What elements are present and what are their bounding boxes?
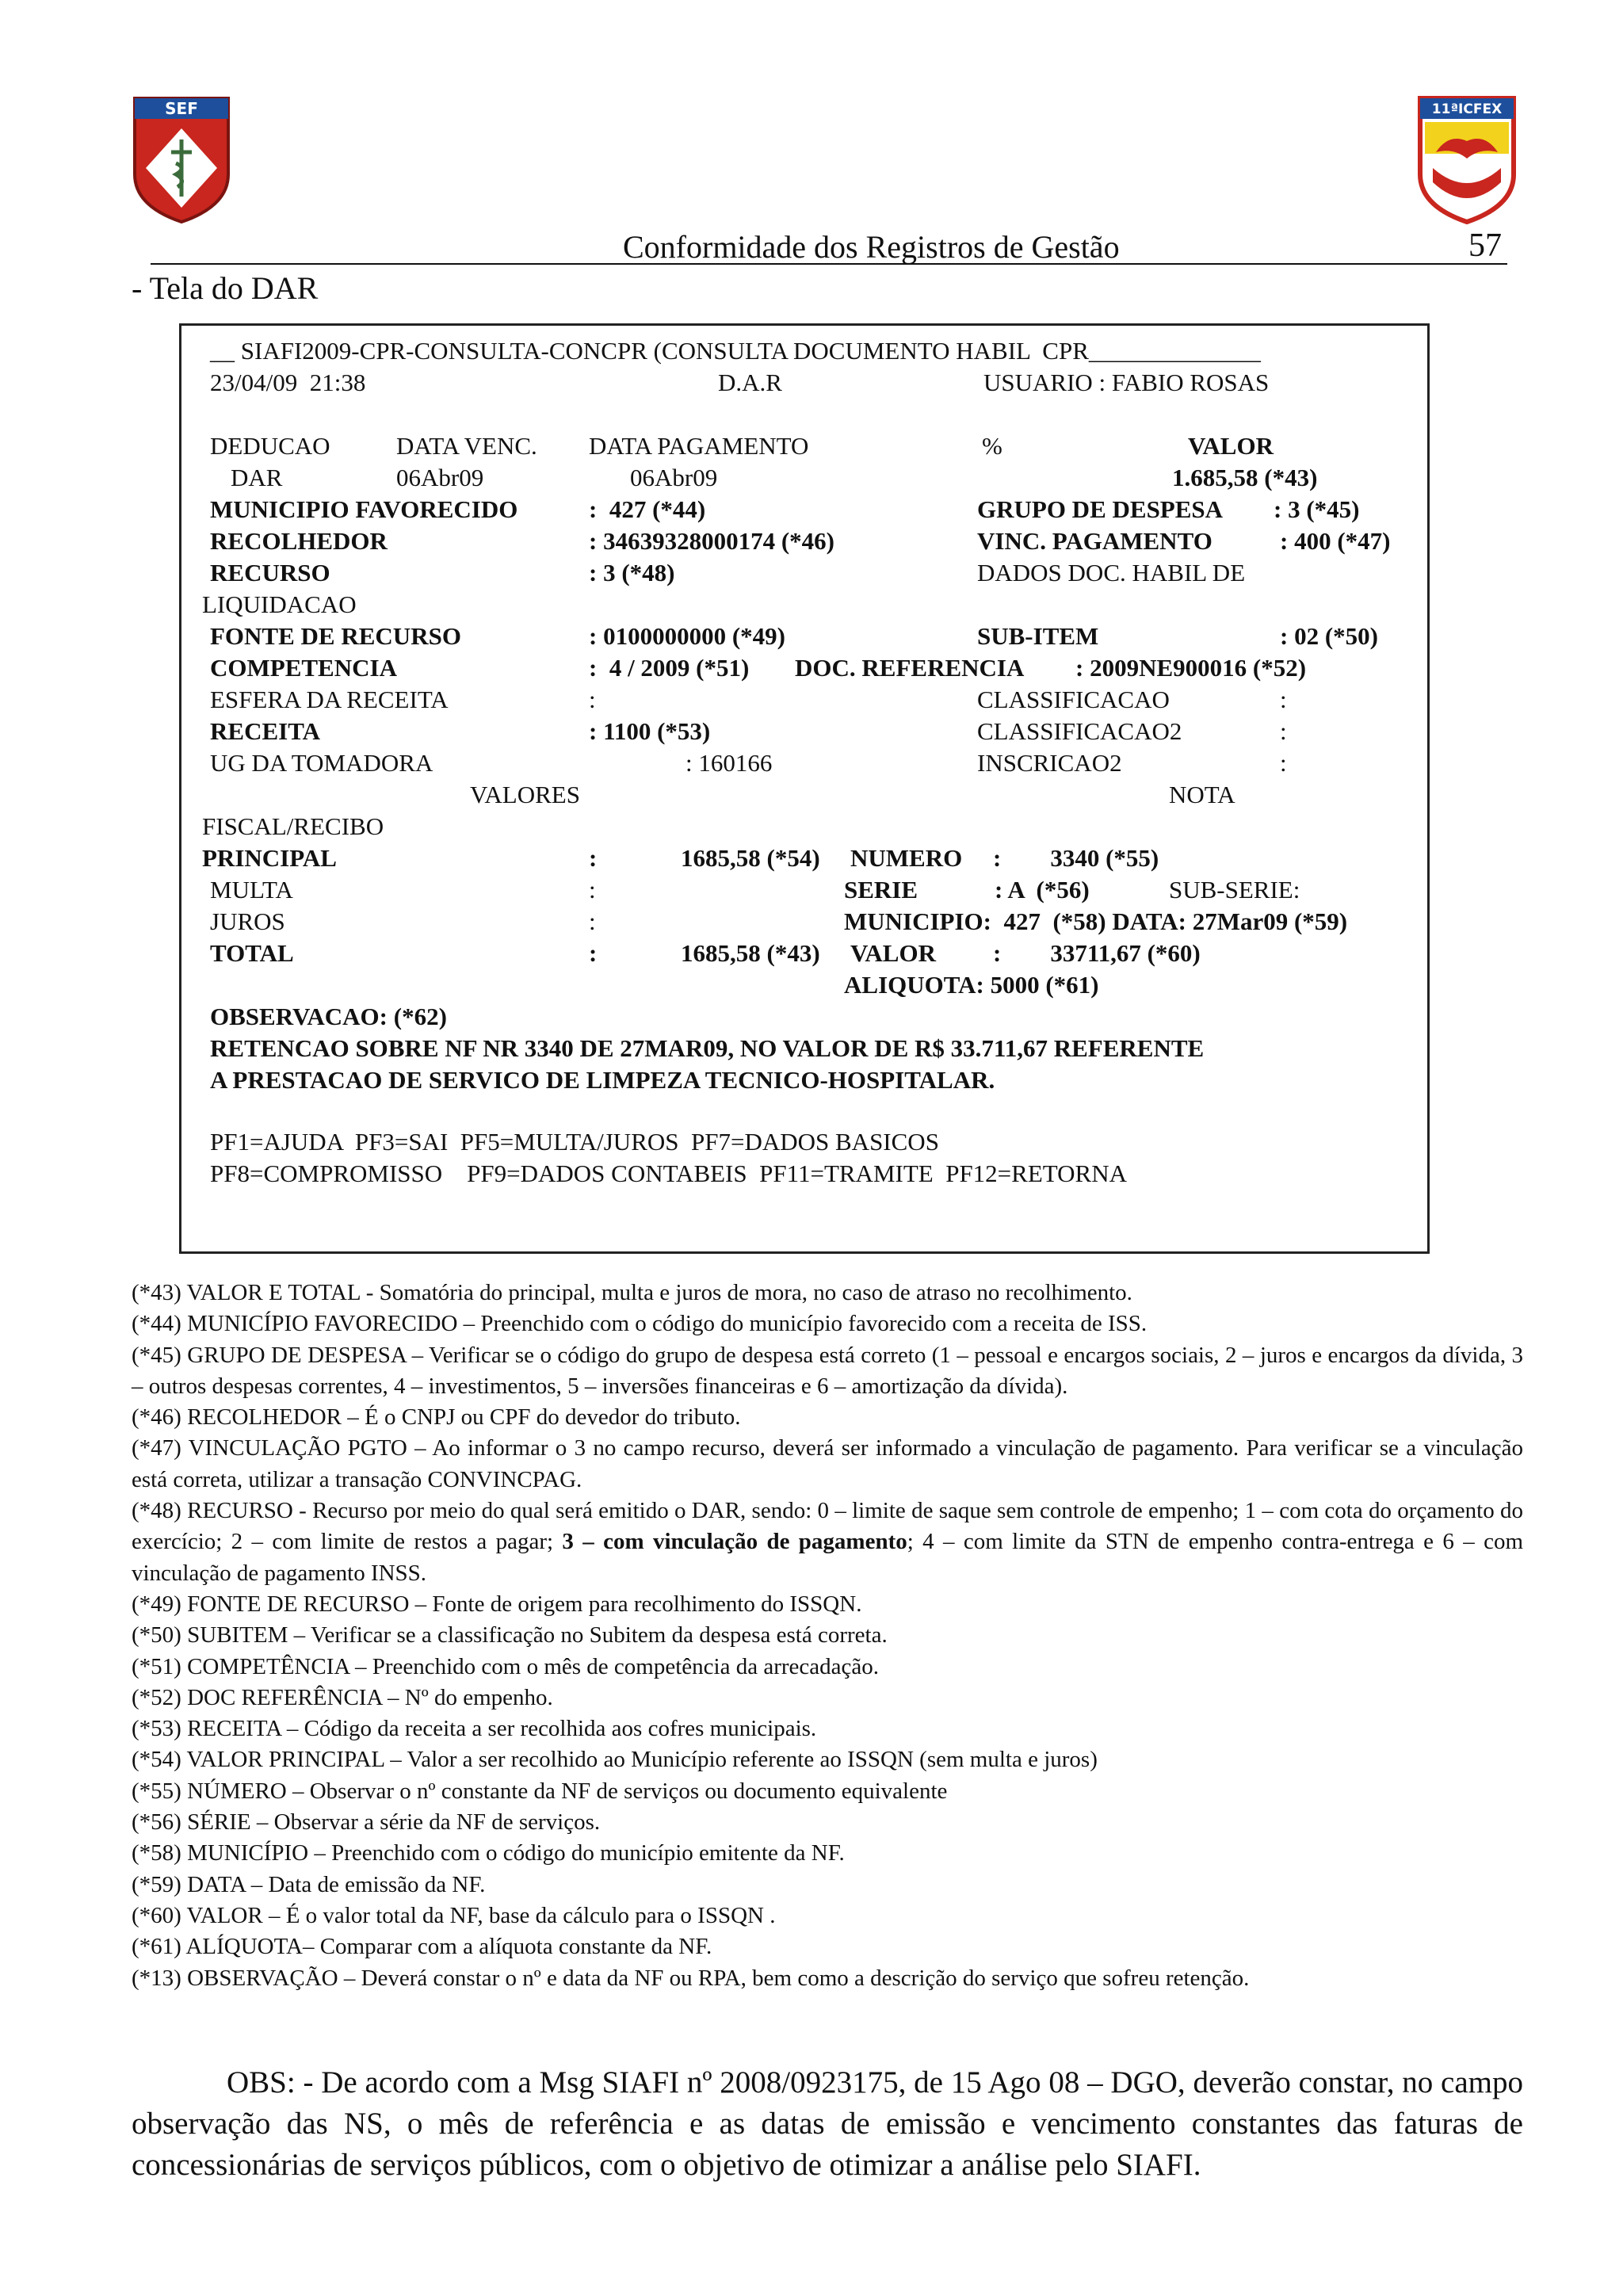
liquidacao-label: LIQUIDACAO [202,590,357,618]
docref-label: DOC. REFERENCIA [795,654,1025,682]
note-47: (*47) VINCULAÇÃO PGTO – Ao informar o 3 no campo recurso, deverá ser informado a vinculação de pagamento. Para verificar se a vinculação está correta, utilizar a transação CONVINCPAG. [132,1435,1523,1492]
observacao-line1: RETENCAO SOBRE NF NR 3340 DE 27MAR09, NO VALOR DE R$ 33.711,67 REFERENTE [210,1034,1205,1062]
nota-label: NOTA [1169,781,1235,808]
ug-label: UG DA TOMADORA [210,749,433,777]
screen-datetime: 23/04/09 21:38 [210,369,366,396]
note-48-bold: 3 – com vinculação de pagamento [562,1529,907,1555]
pf-keys-line2: PF8=COMPROMISSO PF9=DADOS CONTABEIS PF11=TRAMITE PF12=RETORNA [210,1159,1127,1187]
juros-label: JUROS [210,907,285,935]
esfera-value: : [589,686,596,713]
note-45: (*45) GRUPO DE DESPESA – Verificar se o código do grupo de despesa está correto (1 – pessoal e encargos sociais, 2 – juros e encargos da dívida, 3 – outros despesas correntes, 4 – investimentos, 5 – inversões financeiras e 6 – amortização da dívida). [132,1342,1523,1399]
obs-paragraph: OBS: - De acordo com a Msg SIAFI nº 2008/0923175, de 15 Ago 08 – DGO, deverão constar, no campo observação das NS, o mês de referência e as datas de emissão e vencimento constantes das faturas de concessionárias de serviços públicos, com o objetivo de otimizar a análise pelo SIAFI. [132,2065,1523,2182]
municipio-nf: MUNICIPIO: 427 (*58) DATA: 27Mar09 (*59) [844,907,1348,935]
esfera-label: ESFERA DA RECEITA [210,686,449,713]
observacao-line2: A PRESTACAO DE SERVICO DE LIMPEZA TECNICO-HOSPITALAR. [210,1066,995,1094]
receita-label: RECEITA [210,717,320,745]
row-valor: 1.685,58 (*43) [1172,464,1318,491]
multa-colon: : [589,876,596,904]
fiscal-recibo-label: FISCAL/RECIBO [202,812,384,840]
section-label: - Tela do DAR [132,270,319,306]
docref-value: : 2009NE900016 (*52) [1075,654,1307,682]
note-46: (*46) RECOLHEDOR – É o CNPJ ou CPF do devedor do tributo. [132,1404,741,1431]
pf-keys-line1: PF1=AJUDA PF3=SAI PF5=MULTA/JUROS PF7=DADOS BASICOS [210,1128,939,1156]
municipio-value: : 427 (*44) [589,495,706,523]
valor-nf-value: : 33711,67 (*60) [993,939,1201,967]
classificacao-value: : [1280,686,1287,713]
note-52: (*52) DOC REFERÊNCIA – Nº do empenho. [132,1684,553,1710]
classificacao2-value: : [1280,717,1287,745]
note-61: (*61) ALÍQUOTA– Comparar com a alíquota constante da NF. [132,1934,712,1960]
col-data-venc: DATA VENC. [396,432,537,460]
fonte-label: FONTE DE RECURSO [210,622,461,650]
note-49: (*49) FONTE DE RECURSO – Fonte de origem para recolhimento do ISSQN. [132,1591,862,1617]
valor-nf-label: VALOR [850,939,936,967]
total-colon: : [589,939,598,967]
sef-logo-text: SEF [165,99,198,118]
col-valor: VALOR [1188,432,1274,460]
subitem-label: SUB-ITEM [977,622,1099,650]
recolhedor-label: RECOLHEDOR [210,527,388,555]
screen-title-line: __ SIAFI2009-CPR-CONSULTA-CONCPR (CONSULTA DOCUMENTO HABIL CPR______________ [210,337,1261,365]
principal-value: 1685,58 (*54) [681,844,820,872]
note-13: (*13) OBSERVAÇÃO – Deverá constar o nº e data da NF ou RPA, bem como a descrição do serviço que sofreu retenção. [132,1965,1250,1991]
subserie-label: SUB-SERIE: [1169,876,1300,904]
inscricao2-value: : [1280,749,1287,777]
col-deducao: DEDUCAO [210,432,330,460]
classificacao2-label: CLASSIFICACAO2 [977,717,1182,745]
row-data-pagamento: 06Abr09 [630,464,718,491]
note-44: (*44) MUNICÍPIO FAVORECIDO – Preenchido com o código do município favorecido com a receita de ISS. [132,1311,1148,1337]
recolhedor-value: : 34639328000174 (*46) [589,527,834,555]
sef-logo [132,95,231,225]
subitem-value: : 02 (*50) [1280,622,1378,650]
numero-value: : 3340 (*55) [993,844,1159,872]
footnotes [132,1278,1523,1994]
grupo-value: : 3 (*45) [1274,495,1360,523]
numero-label: NUMERO [850,844,963,872]
fonte-value: : 0100000000 (*49) [589,622,785,650]
competencia-label: COMPETENCIA [210,654,397,682]
observacao-label: OBSERVACAO: (*62) [210,1003,447,1030]
ug-value: : 160166 [685,749,773,777]
note-43: (*43) VALOR E TOTAL - Somatória do principal, multa e juros de mora, no caso de atraso no recolhimento. [132,1280,1132,1305]
icfex-logo [1417,95,1517,225]
juros-colon: : [589,907,596,935]
screen-user: USUARIO : FABIO ROSAS [983,369,1270,396]
principal-colon: : [589,844,598,872]
note-59: (*59) DATA – Data de emissão da NF. [132,1871,486,1897]
principal-label: PRINCIPAL [202,844,337,872]
icfex-logo-text: 11ªICFEX [1431,101,1503,117]
note-50: (*50) SUBITEM – Verificar se a classificação no Subitem da despesa está correta. [132,1622,888,1648]
note-56: (*56) SÉRIE – Observar a série da NF de serviços. [132,1809,601,1836]
note-48-part2: ; 4 – com limite da STN de empenho contra-entrega e 6 – com vinculação de pagamento INSS. [132,1529,1524,1586]
col-data-pagamento: DATA PAGAMENTO [589,432,809,460]
competencia-value: : 4 / 2009 (*51) [589,654,750,682]
note-54: (*54) VALOR PRINCIPAL – Valor a ser recolhido ao Município referente ao ISSQN (sem multa e juros) [132,1747,1098,1773]
col-percent: % [982,432,1002,460]
note-48 [132,1496,1523,1589]
row-data-venc: 06Abr09 [396,464,484,491]
grupo-label: GRUPO DE DESPESA [977,495,1224,523]
note-51: (*51) COMPETÊNCIA – Preenchido com o mês de competência da arrecadação. [132,1653,879,1679]
aliquota-label: ALIQUOTA: 5000 (*61) [844,971,1099,999]
note-53: (*53) RECEITA – Código da receita a ser recolhida aos cofres municipais. [132,1716,817,1742]
municipio-label: MUNICIPIO FAVORECIDO [210,495,518,523]
screen-doc-type: D.A.R [718,369,782,396]
classificacao-label: CLASSIFICACAO [977,686,1170,713]
note-48-part1: (*48) RECURSO - Recurso por meio do qual será emitido o DAR, sendo: 0 – limite de saque sem controle de empenho; 1 – com cota do orçamento do exercício; 2 – com limite de restos a pagar; [132,1498,1523,1555]
valores-label: VALORES [470,781,580,808]
header-rule [151,263,1507,265]
inscricao2-label: INSCRICAO2 [977,749,1122,777]
note-58: (*58) MUNICÍPIO – Preenchido com o código do município emitente da NF. [132,1840,845,1866]
note-55: (*55) NÚMERO – Observar o nº constante da NF de serviços ou documento equivalente [132,1778,948,1804]
serie-label: SERIE [844,876,918,904]
header-title: Conformidade dos Registros de Gestão [623,229,1120,265]
vinc-label: VINC. PAGAMENTO [977,527,1212,555]
page-number: 57 [1468,227,1502,264]
siafi-screen [179,323,1430,1254]
total-value: 1685,58 (*43) [681,939,820,967]
row-deducao: DAR [231,464,283,491]
dados-doc-label: DADOS DOC. HABIL DE [977,559,1246,586]
multa-label: MULTA [210,876,293,904]
recurso-label: RECURSO [210,559,330,586]
vinc-value: : 400 (*47) [1280,527,1391,555]
recurso-value: : 3 (*48) [589,559,675,586]
note-60: (*60) VALOR – É o valor total da NF, base da cálculo para o ISSQN . [132,1902,776,1928]
receita-value: : 1100 (*53) [589,717,711,745]
total-label: TOTAL [210,939,294,967]
serie-value: : A (*56) [995,876,1090,904]
